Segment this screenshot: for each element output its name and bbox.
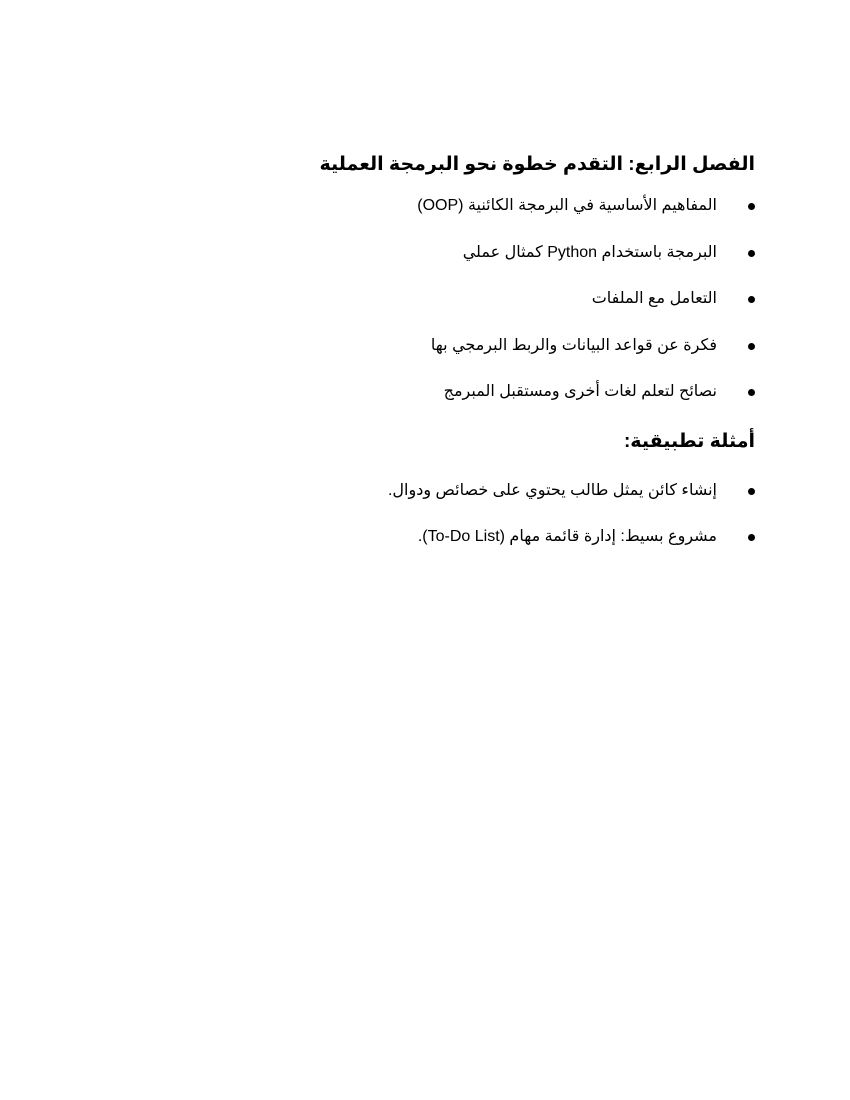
chapter-topics-list — [335, 194, 755, 404]
list-item-text: مشروع بسيط: إدارة قائمة مهام (To-Do List). — [417, 528, 717, 545]
list-item-text: إنشاء كائن يمثل طالب يحتوي على خصائص ودوال. — [387, 481, 717, 499]
list-item-text: فكرة عن قواعد البيانات والربط البرمجي بها — [430, 336, 717, 354]
bullet-icon — [748, 534, 755, 541]
list-item — [335, 525, 755, 549]
list-item — [335, 380, 755, 404]
bullet-icon — [748, 250, 755, 257]
list-item — [335, 334, 755, 358]
list-item-text: المفاهيم الأساسية في البرمجة الكائنية (OOP) — [417, 197, 717, 214]
examples-list — [335, 479, 755, 550]
bullet-icon — [748, 389, 755, 396]
bullet-icon — [748, 343, 755, 350]
list-item — [335, 194, 755, 218]
bullet-icon — [748, 488, 755, 495]
list-item — [335, 241, 755, 265]
bullet-icon — [748, 296, 755, 303]
list-item-text: البرمجة باستخدام Python كمثال عملي — [462, 243, 717, 261]
list-item-text: التعامل مع الملفات — [591, 290, 717, 307]
list-item-text: نصائح لتعلم لغات أخرى ومستقبل المبرمج — [443, 383, 717, 400]
list-item — [335, 287, 755, 311]
list-item — [335, 479, 755, 503]
examples-heading: أمثلة تطبيقية: — [623, 430, 755, 452]
chapter-heading: الفصل الرابع: التقدم خطوة نحو البرمجة العملية — [319, 154, 755, 175]
bullet-icon — [748, 203, 755, 210]
document-content — [319, 150, 755, 572]
